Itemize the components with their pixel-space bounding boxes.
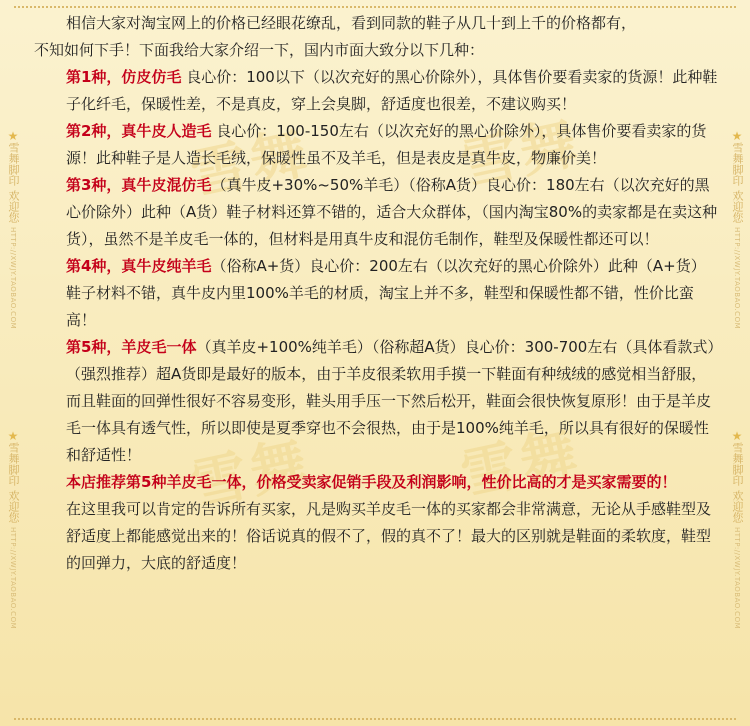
shop-name-vertical: 雪舞脚印	[731, 442, 744, 486]
star-icon: ★	[731, 129, 743, 143]
item-2-text: 良心价：100-150左右（以次充好的黑心价除外），具体售价要看卖家的货源！此种鞋子是人造长毛绒，保暖性虽不及羊毛，但是表皮是真牛皮，物廉价美！	[66, 122, 707, 167]
item-1-text: 良心价：100以下（以次充好的黑心价除外），具体售价要看卖家的货源！此种鞋子化纤毛，保暖性差，不是真皮，穿上会臭脚，舒适度也很差，不建议购买！	[66, 68, 718, 113]
welcome-vertical: 欢迎您	[7, 190, 20, 223]
item-1-heading: 第1种，仿皮仿毛	[66, 68, 182, 86]
item-4-heading: 第4种，真牛皮纯羊毛	[66, 257, 212, 275]
star-icon: ★	[731, 429, 743, 443]
welcome-vertical: 欢迎您	[7, 490, 20, 523]
welcome-vertical: 欢迎您	[731, 490, 744, 523]
item-5-heading: 第5种，羊皮毛一体	[66, 338, 197, 356]
star-icon: ★	[7, 129, 19, 143]
shop-recommendation: 本店推荐第5种羊皮毛一体，价格受卖家促销手段及利润影响，性价比高的才是买家需要的！	[66, 473, 677, 491]
item-2	[34, 118, 718, 172]
side-banner-left	[0, 130, 26, 329]
intro-line-1: 相信大家对淘宝网上的价格已经眼花缭乱，看到同款的鞋子从几十到上千的价格都有，	[66, 14, 637, 32]
item-4	[34, 253, 718, 334]
watermark: 雪舞	[185, 119, 317, 209]
item-5-text: （真羊皮+100%纯羊毛）（俗称超A货）良心价：300-700左右（具体看款式）（强烈推荐）超A货即是最好的版本，由于羊皮很柔软用手摸一下鞋面有种绒绒的感觉相当舒服，而且鞋面的回弹性很好不容易变形，鞋头用手压一下然后松开，鞋面会很快恢复原形！由于是羊皮毛一体具有透气性，所以即使是夏季穿也不会很热，由于是100%纯羊毛，所以具有很好的保暖性和舒适性！	[66, 338, 715, 464]
item-1	[34, 64, 718, 118]
item-3	[34, 172, 718, 253]
welcome-vertical: 欢迎您	[731, 190, 744, 223]
side-banner-left	[0, 430, 26, 629]
shop-name-vertical: 雪舞脚印	[7, 442, 20, 486]
star-icon: ★	[7, 429, 19, 443]
side-banner-right	[724, 130, 750, 329]
item-3-text: （真牛皮+30%~50%羊毛）（俗称A货）良心价：180左右（以次充好的黑心价除外）此种（A货）鞋子材料还算不错的，适合大众群体，（国内淘宝80%的卖家都是在卖这种货），虽然不是羊皮毛一体的，但材料是用真牛皮和混仿毛制作，鞋型及保暖性都还可以！	[66, 176, 718, 248]
item-4-text: （俗称A+货）良心价：200左右（以次充好的黑心价除外）此种（A+货）鞋子材料不错，真牛皮内里100%羊毛的材质，淘宝上并不多，鞋型和保暖性都不错，性价比蛮高！	[66, 257, 706, 329]
closing-paragraph: 在这里我可以肯定的告诉所有买家，凡是购买羊皮毛一体的买家都会非常满意，无论从手感鞋型及舒适度上都能感觉出来的！俗话说真的假不了，假的真不了！最大的区别就是鞋面的柔软度，鞋型的回弹力，大底的舒适度！	[66, 500, 712, 572]
watermark: 雪舞	[455, 109, 587, 199]
side-banner-right	[724, 430, 750, 629]
shop-url-vertical: HTTP://XWJY.TAOBAO.COM	[733, 527, 741, 630]
shop-url-vertical: HTTP://XWJY.TAOBAO.COM	[9, 527, 17, 630]
item-3-heading: 第3种，真牛皮混仿毛	[66, 176, 212, 194]
article-body	[34, 10, 718, 577]
watermark: 雪舞	[455, 419, 587, 509]
watermark: 雪舞	[185, 429, 317, 519]
shop-url-vertical: HTTP://XWJY.TAOBAO.COM	[9, 227, 17, 330]
intro-line-2: 不知如何下手！下面我给大家介绍一下，国内市面大致分以下几种：	[34, 41, 485, 59]
shop-name-vertical: 雪舞脚印	[7, 142, 20, 186]
shop-name-vertical: 雪舞脚印	[731, 142, 744, 186]
top-border	[14, 6, 736, 8]
item-2-heading: 第2种，真牛皮人造毛	[66, 122, 212, 140]
shop-url-vertical: HTTP://XWJY.TAOBAO.COM	[733, 227, 741, 330]
bottom-border	[14, 718, 736, 720]
item-5	[34, 334, 718, 469]
